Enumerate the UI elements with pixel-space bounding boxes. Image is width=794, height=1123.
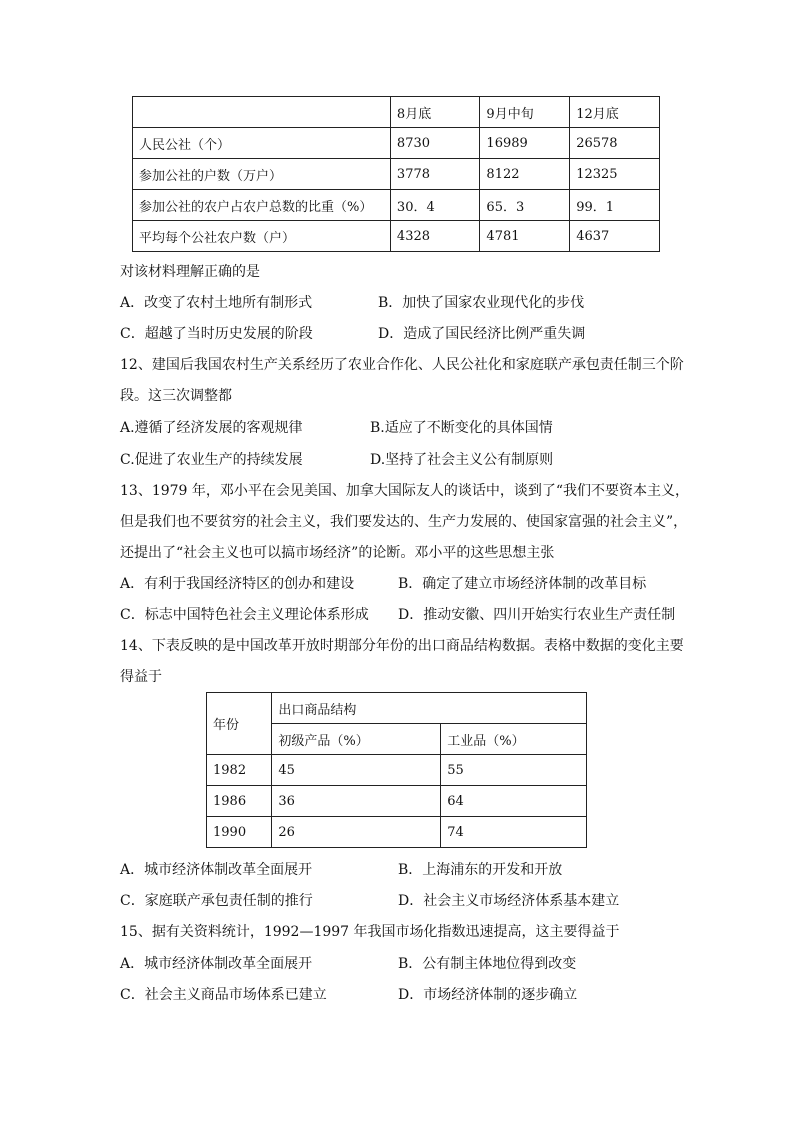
table-cell	[133, 97, 391, 128]
table-cell: 3778	[390, 159, 480, 190]
table-cell: 55	[441, 755, 587, 786]
table-cell: 36	[272, 786, 441, 817]
q15-option-b: B．公有制主体地位得到改变	[398, 956, 577, 972]
q14-option-a: A．城市经济体制改革全面展开	[120, 862, 313, 878]
table-row	[133, 128, 660, 159]
table-cell: 45	[272, 755, 441, 786]
question-11-stem: 对该材料理解正确的是	[120, 264, 260, 280]
q13-option-a: A．有利于我国经济特区的创办和建设	[120, 576, 355, 592]
question-14-stem-line-2: 得益于	[120, 669, 162, 685]
question-12-stem-line-1: 12、建国后我国农村生产关系经历了农业合作化、人民公社化和家庭联产承包责任制三个阶	[120, 357, 684, 373]
commune-statistics-table	[132, 96, 660, 252]
table-cell: 16989	[480, 128, 570, 159]
q13-option-b: B．确定了建立市场经济体制的改革目标	[398, 576, 647, 592]
q12-option-d: D.坚持了社会主义公有制原则	[370, 452, 554, 468]
table-cell: 人民公社（个）	[133, 128, 391, 159]
table-header-cell: 9月中旬	[480, 97, 570, 128]
table-cell: 26	[272, 817, 441, 848]
question-12-stem-line-2: 段。这三次调整都	[120, 388, 232, 404]
table-cell: 99．1	[570, 190, 660, 221]
export-structure-table	[206, 692, 587, 848]
table-cell: 参加公社的农户占农户总数的比重（%）	[133, 190, 391, 221]
q11-option-c: C．超越了当时历史发展的阶段	[120, 326, 313, 342]
question-13-stem-line-1: 13、1979 年，邓小平在会见美国、加拿大国际友人的谈话中，谈到了“我们不要资本主义，	[120, 483, 690, 499]
table-row	[207, 786, 587, 817]
table-cell: 4781	[480, 221, 570, 252]
table-cell: 26578	[570, 128, 660, 159]
q15-option-d: D．市场经济体制的逐步确立	[398, 987, 578, 1003]
table-row	[133, 159, 660, 190]
table-cell: 平均每个公社农户数（户）	[133, 221, 391, 252]
q13-option-d: D．推动安徽、四川开始实行农业生产责任制	[398, 607, 676, 623]
q15-option-c: C．社会主义商品市场体系已建立	[120, 987, 327, 1003]
q11-option-a: A．改变了农村土地所有制形式	[120, 295, 313, 311]
table-cell: 8730	[390, 128, 480, 159]
table-header-cell: 8月底	[390, 97, 480, 128]
q11-option-b: B．加快了国家农业现代化的步伐	[378, 295, 585, 311]
table-cell: 1986	[207, 786, 272, 817]
table-header-row	[133, 97, 660, 128]
table-cell: 1982	[207, 755, 272, 786]
table-header-cell-group: 出口商品结构	[272, 693, 587, 724]
q12-option-b: B.适应了不断变化的具体国情	[370, 420, 553, 436]
table-cell: 30．4	[390, 190, 480, 221]
table-cell: 8122	[480, 159, 570, 190]
table-cell: 1990	[207, 817, 272, 848]
q14-option-b: B．上海浦东的开发和开放	[398, 862, 563, 878]
table-row	[133, 221, 660, 252]
question-13-stem-line-2: 但是我们也不要贫穷的社会主义，我们要发达的、生产力发展的、使国家富强的社会主义”，	[120, 514, 688, 530]
table-cell: 4328	[390, 221, 480, 252]
q12-option-a: A.遵循了经济发展的客观规律	[120, 420, 303, 436]
table-header-row	[207, 693, 587, 724]
question-15-stem: 15、据有关资料统计，1992—1997 年我国市场化指数迅速提高，这主要得益于	[120, 924, 620, 940]
question-13-stem-line-3: 还提出了“社会主义也可以搞市场经济”的论断。邓小平的这些思想主张	[120, 545, 555, 561]
table-cell: 65．3	[480, 190, 570, 221]
table-header-cell-year: 年份	[207, 693, 272, 755]
table-cell: 74	[441, 817, 587, 848]
table-header-cell: 初级产品（%）	[272, 724, 441, 755]
table-row	[207, 817, 587, 848]
question-14-stem-line-1: 14、下表反映的是中国改革开放时期部分年份的出口商品结构数据。表格中数据的变化主要	[120, 638, 684, 654]
table-cell: 64	[441, 786, 587, 817]
table-row	[133, 190, 660, 221]
table-header-cell: 工业品（%）	[441, 724, 587, 755]
q14-option-c: C．家庭联产承包责任制的推行	[120, 893, 313, 909]
table-cell: 4637	[570, 221, 660, 252]
q15-option-a: A．城市经济体制改革全面展开	[120, 956, 313, 972]
table-cell: 12325	[570, 159, 660, 190]
table-header-cell: 12月底	[570, 97, 660, 128]
q14-option-d: D．社会主义市场经济体系基本建立	[398, 893, 620, 909]
q13-option-c: C．标志中国特色社会主义理论体系形成	[120, 607, 369, 623]
q12-option-c: C.促进了农业生产的持续发展	[120, 452, 303, 468]
table-cell: 参加公社的户数（万户）	[133, 159, 391, 190]
table-row	[207, 755, 587, 786]
q11-option-d: D．造成了国民经济比例严重失调	[378, 326, 586, 342]
